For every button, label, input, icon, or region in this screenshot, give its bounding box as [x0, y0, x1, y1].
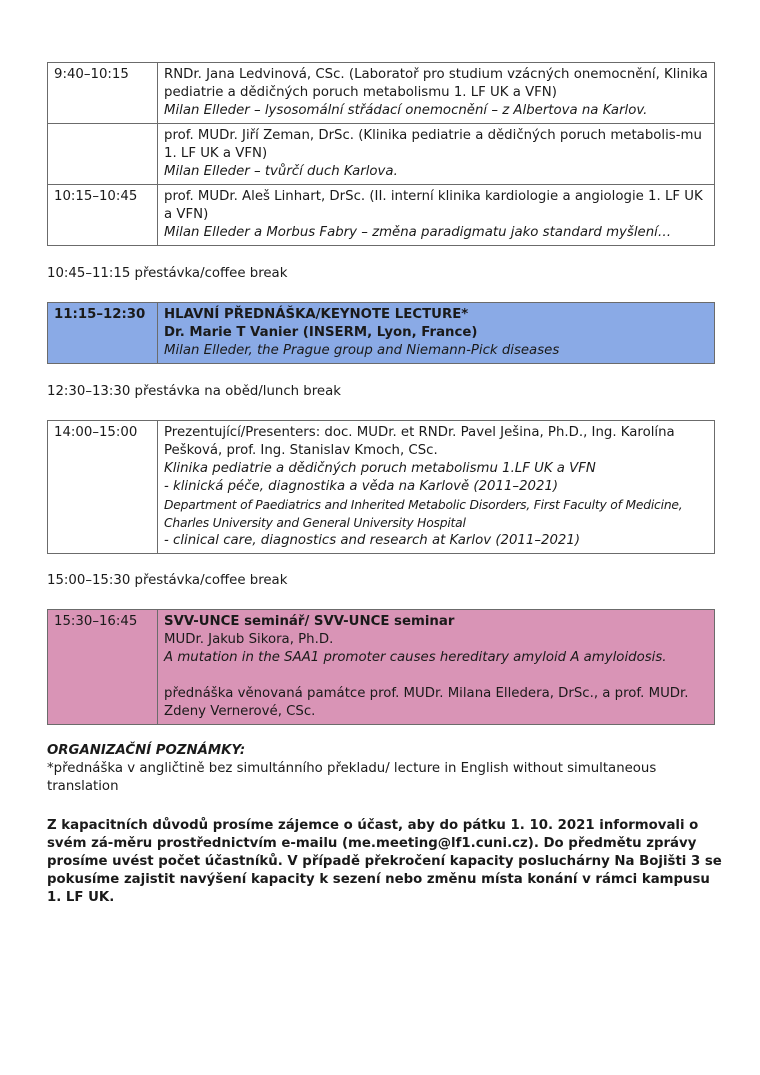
table-row: [48, 63, 715, 124]
seminar-table: [47, 609, 715, 725]
time-cell: 15:30–16:45: [48, 610, 158, 725]
organizational-notes: [47, 742, 727, 796]
session1-table: [47, 62, 715, 246]
seminar-dedication: přednáška věnovaná památce prof. MUDr. Milana Elledera, DrSc., a prof. MUDr. Zdeny Vernerové, CSc.: [164, 686, 689, 719]
speaker-text: prof. MUDr. Jiří Zeman, DrSc. (Klinika pediatrie a dědičných poruch metabolis-mu 1. LF UK a VFN): [164, 128, 702, 161]
speaker-text: RNDr. Jana Ledvinová, CSc. (Laboratoř pro studium vzácných onemocnění, Klinika pediatrie a dědičných poruch metabolismu 1. LF UK a VFN): [164, 67, 708, 100]
talk-cell: [158, 63, 715, 124]
presenters-names: Prezentující/Presenters: doc. MUDr. et RNDr. Pavel Ješina, Ph.D., Ing. Karolína Pešková, prof. Ing. Stanislav Kmoch, CSc.: [164, 425, 675, 458]
table-row: [48, 421, 715, 554]
time-cell: 10:15–10:45: [48, 185, 158, 246]
talk-cell: [158, 124, 715, 185]
talk-title: Milan Elleder – lysosomální střádací onemocnění – z Albertova na Karlov.: [164, 103, 648, 118]
time-cell: 14:00–15:00: [48, 421, 158, 554]
talk-title: Milan Elleder a Morbus Fabry – změna paradigmatu jako standard myšlení…: [164, 225, 672, 240]
talk-title: Milan Elleder – tvůrčí duch Karlova.: [164, 164, 398, 179]
seminar-heading: SVV-UNCE seminář/ SVV-UNCE seminar: [164, 614, 455, 629]
time-cell: [48, 124, 158, 185]
presenters-cell: [158, 421, 715, 554]
table-row: [48, 303, 715, 364]
table-row: [48, 185, 715, 246]
keynote-cell: [158, 303, 715, 364]
notes-footnote: *přednáška v angličtině bez simultánního překladu/ lecture in English without simultaneous translation: [47, 761, 657, 794]
capacity-notice: Z kapacitních důvodů prosíme zájemce o účast, aby do pátku 1. 10. 2021 informovali o svém zá-měru prostřednictvím e-mailu (me.meeting@lf1.cuni.cz). Do předmětu zprávy prosíme uvést počet účastníků. V případě překročení kapacity posluchárny Na Bojišti 3 se pokusíme zajistit navýšení kapacity k sezení nebo změnu místa konání v rámci kampusu 1. LF UK.: [47, 818, 722, 905]
presenters-cz-title: Klinika pediatrie a dědičných poruch metabolismu 1.LF UK a VFN: [164, 461, 596, 476]
seminar-cell: [158, 610, 715, 725]
presenters-en-title: Department of Paediatrics and Inherited Metabolic Disorders, First Faculty of Medicine, Charles University and General University Hospital: [164, 498, 683, 530]
talk-cell: [158, 185, 715, 246]
keynote-table: [47, 302, 715, 364]
break-lunch: 12:30–13:30 přestávka na oběd/lunch break: [47, 384, 341, 399]
keynote-speaker: Dr. Marie T Vanier (INSERM, Lyon, France): [164, 325, 478, 340]
presenters-table: [47, 420, 715, 554]
presenters-cz-subtitle: - klinická péče, diagnostika a věda na Karlově (2011–2021): [164, 479, 559, 494]
break-coffee-1: 10:45–11:15 přestávka/coffee break: [47, 266, 288, 281]
speaker-text: prof. MUDr. Aleš Linhart, DrSc. (II. interní klinika kardiologie a angiologie 1. LF UK a VFN): [164, 189, 703, 222]
break-coffee-2: 15:00–15:30 přestávka/coffee break: [47, 573, 288, 588]
table-row: [48, 610, 715, 725]
time-cell: 11:15–12:30: [48, 303, 158, 364]
seminar-speaker: MUDr. Jakub Sikora, Ph.D.: [164, 632, 334, 647]
time-cell: 9:40–10:15: [48, 63, 158, 124]
keynote-talk-title: Milan Elleder, the Prague group and Niemann-Pick diseases: [164, 343, 560, 358]
seminar-talk-title: A mutation in the SAA1 promoter causes hereditary amyloid A amyloidosis.: [164, 650, 667, 665]
keynote-heading: HLAVNÍ PŘEDNÁŠKA/KEYNOTE LECTURE*: [164, 307, 469, 322]
table-row: [48, 124, 715, 185]
notes-title: ORGANIZAČNÍ POZNÁMKY:: [47, 743, 246, 758]
presenters-en-subtitle: - clinical care, diagnostics and research at Karlov (2011–2021): [164, 533, 581, 548]
